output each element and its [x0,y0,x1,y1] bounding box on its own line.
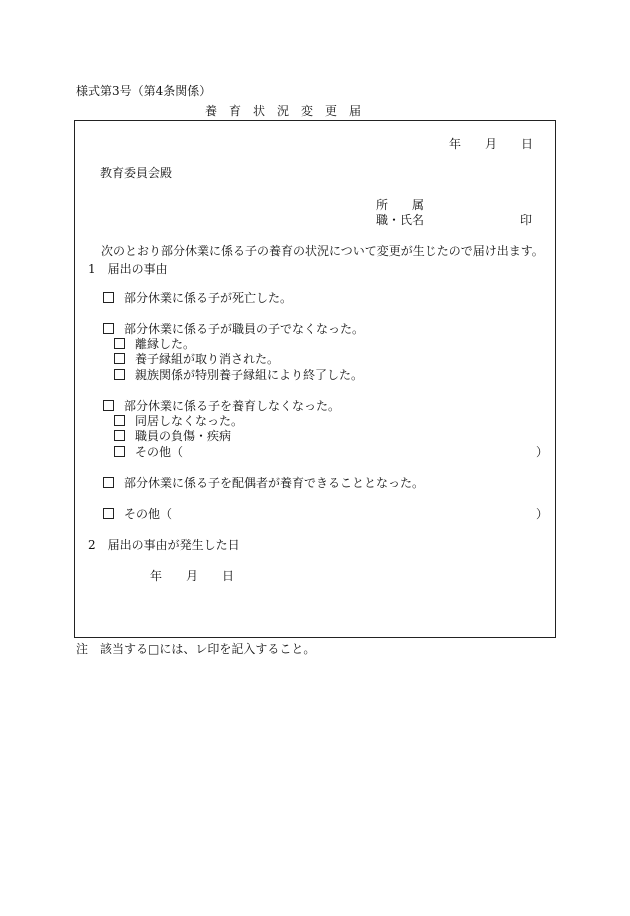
name-label: 職・氏名 [376,213,425,227]
intro-text: 次のとおり部分休業に係る子の養育の状況について変更が生じたので届け出ます。 [101,244,544,258]
item-label: 親族関係が特別養子縁組により終了した。 [135,368,364,382]
date-day-label: 日 [521,137,534,151]
item-label: 離縁した。 [135,337,196,351]
footnote: 注 該当する□には、レ印を記入すること。 [76,642,316,656]
checkbox-item [103,476,424,490]
checkbox-item [103,507,172,521]
checkbox[interactable] [114,415,125,426]
checkbox[interactable] [114,446,125,457]
checkbox[interactable] [103,292,114,303]
item-label: 養子縁組が取り消された。 [135,352,280,366]
seal-mark: 印 [520,213,533,227]
checkbox[interactable] [103,508,114,519]
item-label: 部分休業に係る子を配偶者が養育できることとなった。 [124,476,425,490]
checkbox-item [103,291,292,305]
checkbox[interactable] [103,477,114,488]
close-paren: ） [536,507,549,521]
item-label: その他（ [124,507,173,521]
checkbox-subitem [114,414,243,428]
section2-heading: 2 届出の事由が発生した日 [88,538,240,552]
item-label: その他（ [135,445,184,459]
occurrence-day-label: 日 [222,569,235,583]
checkbox-subitem [114,337,195,351]
checkbox-subitem [114,429,231,443]
checkbox[interactable] [103,323,114,334]
item-label: 部分休業に係る子を養育しなくなった。 [124,399,341,413]
checkbox-subitem [114,445,183,459]
addressee: 教育委員会殿 [100,166,173,180]
checkbox[interactable] [114,369,125,380]
occurrence-year-label: 年 [150,569,163,583]
affiliation-label: 所 属 [376,198,425,212]
checkbox[interactable] [103,400,114,411]
checkbox-subitem [114,368,363,382]
checkbox-item [103,399,340,413]
document-title: 養 育 状 況 変 更 届 [205,104,362,118]
date-year-label: 年 [449,137,462,151]
checkbox[interactable] [114,353,125,364]
checkbox-item [103,322,364,336]
form-number: 様式第3号（第4条関係） [76,84,212,98]
checkbox-subitem [114,352,279,366]
occurrence-month-label: 月 [186,569,199,583]
close-paren: ） [536,445,549,459]
item-label: 同居しなくなった。 [135,414,244,428]
checkbox[interactable] [114,338,125,349]
checkbox[interactable] [114,430,125,441]
item-label: 職員の負傷・疾病 [135,429,232,443]
date-month-label: 月 [485,137,498,151]
section1-heading: 1 届出の事由 [88,262,168,276]
item-label: 部分休業に係る子が死亡した。 [124,291,293,305]
item-label: 部分休業に係る子が職員の子でなくなった。 [124,322,365,336]
